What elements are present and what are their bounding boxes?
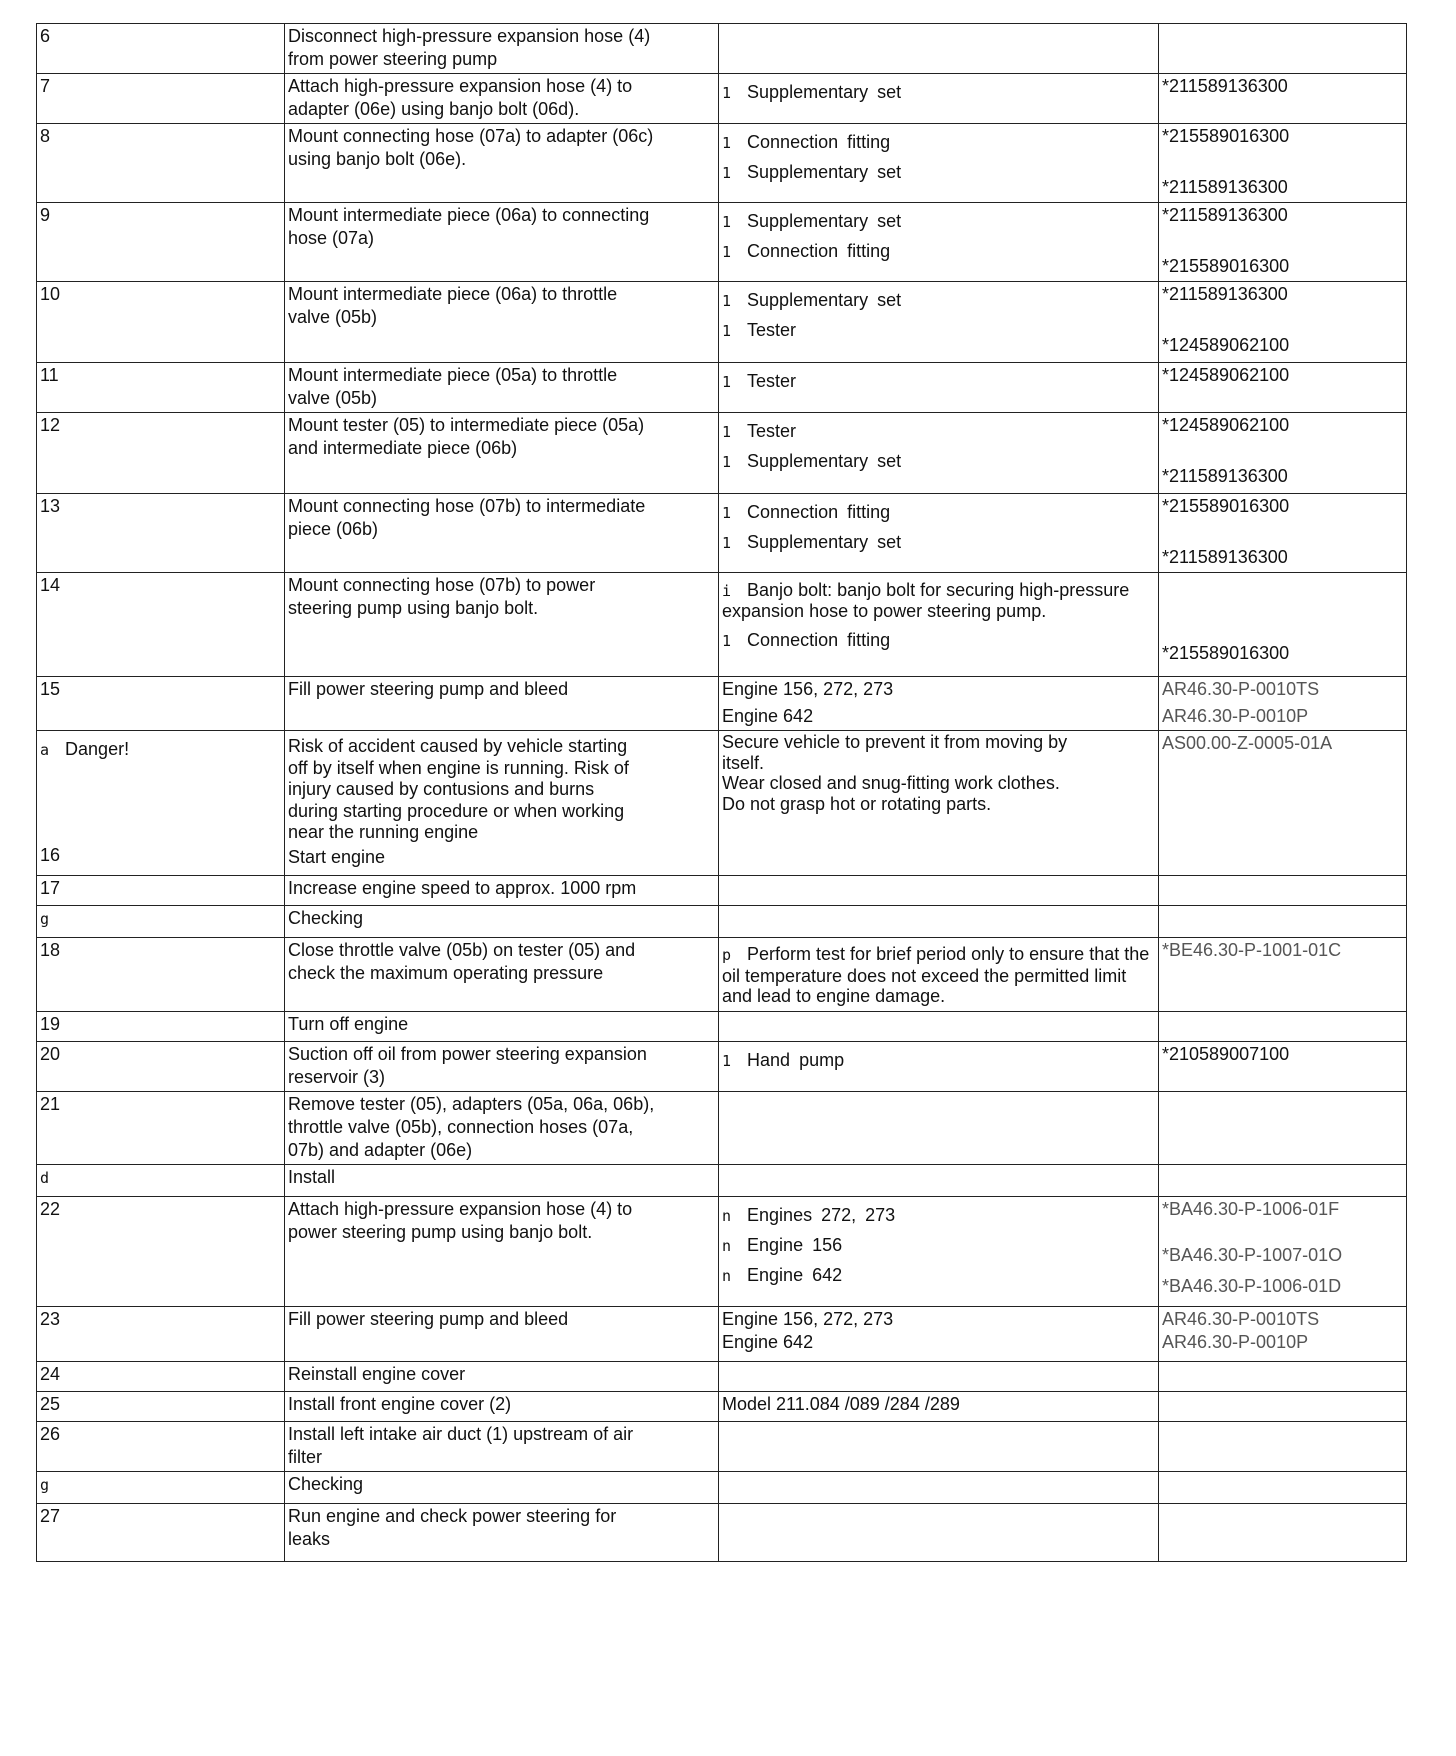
note-icon: n [722, 1237, 732, 1255]
document-link[interactable]: *215589016300 [1162, 496, 1290, 516]
note-icon: 1 [722, 84, 732, 102]
table-row [37, 731, 1407, 876]
step-number [37, 906, 285, 938]
notes-cell [719, 1504, 1159, 1562]
step-number [37, 1197, 285, 1307]
description-line: Start engine [288, 846, 386, 867]
reference-cell [1159, 1165, 1407, 1197]
step-label: 18 [40, 940, 61, 960]
engine-note [722, 1234, 1154, 1258]
notes-cell [719, 1165, 1159, 1197]
step-number [37, 203, 285, 282]
engine-label: Engines 272, 273 [747, 1205, 896, 1225]
step-number [37, 124, 285, 203]
engine-note [722, 1204, 1154, 1228]
step-description [285, 1012, 719, 1042]
table-row [37, 282, 1407, 363]
description-line: Run engine and check power steering for [288, 1506, 617, 1526]
document-link[interactable]: AR46.30-P-0010P [1162, 1332, 1309, 1352]
note-icon: 1 [722, 164, 732, 182]
description-line: during starting procedure or when working [288, 800, 625, 821]
step-description [285, 1042, 719, 1092]
step-description [285, 124, 719, 203]
note-icon: n [722, 1267, 732, 1285]
step-label: 11 [40, 365, 59, 385]
notes-cell [719, 74, 1159, 124]
document-link[interactable]: *124589062100 [1162, 415, 1290, 435]
reference-cell [1159, 677, 1407, 731]
info-note [722, 580, 1154, 621]
reference-cell [1159, 1422, 1407, 1472]
table-row [37, 938, 1407, 1012]
description-line: reservoir (3) [288, 1067, 386, 1087]
step-number [37, 24, 285, 74]
notes-cell [719, 363, 1159, 413]
description-line: Suction off oil from power steering expansion [288, 1044, 647, 1064]
reference-cell [1159, 1392, 1407, 1422]
step-number [37, 938, 285, 1012]
description-line: Mount intermediate piece (06a) to connecting [288, 205, 650, 225]
tool-note [722, 420, 1154, 444]
table-row [37, 1012, 1407, 1042]
step-description [285, 74, 719, 124]
document-link[interactable]: AR46.30-P-0010TS [1162, 1309, 1320, 1329]
tool-name: Tester [747, 421, 797, 441]
step-number [37, 1165, 285, 1197]
engine-note: Engine 156, 272, 273 [722, 679, 894, 699]
tool-note [722, 501, 1154, 525]
description-line: off by itself when engine is running. Risk of [288, 757, 629, 778]
step-label: 21 [40, 1094, 61, 1114]
notes-cell [719, 938, 1159, 1012]
step-label: 23 [40, 1309, 61, 1329]
safety-note: Do not grasp hot or rotating parts. [722, 793, 992, 814]
step-label: 22 [40, 1199, 61, 1219]
description-line: Checking [288, 908, 364, 928]
reference-cell [1159, 282, 1407, 363]
table-row [37, 573, 1407, 677]
step-label: 19 [40, 1014, 61, 1034]
step-description [285, 1392, 719, 1422]
reference-cell [1159, 203, 1407, 282]
description-line: valve (05b) [288, 388, 378, 408]
description-line: and intermediate piece (06b) [288, 438, 518, 458]
engine-label: Engine 642 [747, 1265, 843, 1285]
caution-icon: p [722, 946, 732, 964]
description-line: steering pump using banjo bolt. [288, 598, 539, 618]
step-label: 6 [40, 26, 51, 46]
engine-note: Engine 156, 272, 273 [722, 1309, 894, 1329]
step-label: 15 [40, 679, 61, 699]
description-line: Reinstall engine cover [288, 1364, 466, 1384]
document-link[interactable]: AR46.30-P-0010TS [1162, 679, 1320, 699]
description-line: piece (06b) [288, 519, 379, 539]
step-number [37, 677, 285, 731]
document-link[interactable]: *215589016300 [1162, 256, 1290, 276]
step-description [285, 24, 719, 74]
tool-name: Supplementary set [747, 451, 902, 471]
step-label: 17 [40, 878, 61, 898]
step-label: 24 [40, 1364, 61, 1384]
reference-cell [1159, 363, 1407, 413]
notes-cell [719, 1197, 1159, 1307]
description-line: Install front engine cover (2) [288, 1394, 512, 1414]
tool-note [722, 289, 1154, 313]
step-description [285, 203, 719, 282]
step-number [37, 282, 285, 363]
reference-cell [1159, 494, 1407, 573]
tool-name: Connection fitting [747, 502, 891, 522]
note-text: Banjo bolt: banjo bolt for securing high-pressure expansion hose to power steering pump. [722, 580, 1130, 621]
step-number [37, 1504, 285, 1562]
model-note: Model 211.084 /089 /284 /289 [722, 1394, 960, 1414]
notes-cell [719, 906, 1159, 938]
table-row [37, 1165, 1407, 1197]
table-row [37, 876, 1407, 906]
notes-cell [719, 1042, 1159, 1092]
document-link[interactable]: *210589007100 [1162, 1044, 1290, 1064]
notes-cell [719, 1012, 1159, 1042]
table-row [37, 124, 1407, 203]
reference-cell [1159, 1092, 1407, 1165]
step-number [37, 1422, 285, 1472]
tool-name: Hand pump [747, 1050, 845, 1070]
tool-name: Supplementary set [747, 162, 902, 182]
step-description [285, 1307, 719, 1362]
engine-label: Engine 156 [747, 1235, 843, 1255]
check-icon: g [40, 1476, 50, 1494]
step-description [285, 1092, 719, 1165]
table-row [37, 203, 1407, 282]
table-row [37, 1197, 1407, 1307]
engine-note [722, 1264, 1154, 1288]
table-row [37, 413, 1407, 494]
procedure-table [36, 23, 1407, 1562]
description-line: Fill power steering pump and bleed [288, 679, 569, 699]
description-line: Remove tester (05), adapters (05a, 06a, 06b), [288, 1094, 655, 1114]
reference-cell [1159, 1362, 1407, 1392]
step-number [37, 1012, 285, 1042]
table-row [37, 906, 1407, 938]
warning-icon: a [40, 741, 50, 759]
notes-cell [719, 876, 1159, 906]
document-link[interactable]: *BA46.30-P-1006-01D [1162, 1276, 1342, 1296]
tool-name: Tester [747, 371, 797, 391]
tool-name: Supplementary set [747, 290, 902, 310]
notes-cell [719, 413, 1159, 494]
notes-cell [719, 282, 1159, 363]
step-number [37, 363, 285, 413]
tool-note [722, 319, 1154, 343]
description-line: hose (07a) [288, 228, 375, 248]
document-link[interactable]: AR46.30-P-0010P [1162, 706, 1309, 726]
description-line: Close throttle valve (05b) on tester (05) and [288, 940, 636, 960]
step-label: 14 [40, 575, 61, 595]
check-icon: g [40, 910, 50, 928]
note-icon: n [722, 1207, 732, 1225]
description-line: Mount tester (05) to intermediate piece (05a) [288, 415, 645, 435]
document-link[interactable]: *211589136300 [1162, 177, 1288, 197]
document-link[interactable]: AS00.00-Z-0005-01A [1162, 733, 1333, 753]
step-label: 12 [40, 415, 61, 435]
tool-note [722, 629, 1154, 653]
reference-cell [1159, 1472, 1407, 1504]
table-row [37, 1392, 1407, 1422]
reference-cell [1159, 573, 1407, 677]
step-description [285, 1504, 719, 1562]
step-label: 10 [40, 284, 61, 304]
step-number [37, 1092, 285, 1165]
reference-cell [1159, 731, 1407, 876]
step-label: 13 [40, 496, 61, 516]
notes-cell [719, 1422, 1159, 1472]
step-label: 9 [40, 205, 51, 225]
step-description [285, 731, 719, 876]
table-row [37, 1362, 1407, 1392]
description-line: power steering pump using banjo bolt. [288, 1222, 593, 1242]
document-link[interactable]: *BE46.30-P-1001-01C [1162, 940, 1342, 960]
note-icon: 1 [722, 504, 732, 522]
description-line: Turn off engine [288, 1014, 409, 1034]
document-link[interactable]: *124589062100 [1162, 365, 1290, 385]
description-line: from power steering pump [288, 49, 498, 69]
description-line: filter [288, 1447, 323, 1467]
tool-name: Supplementary set [747, 532, 902, 552]
description-line: Mount intermediate piece (06a) to throttle [288, 284, 618, 304]
reference-cell [1159, 1197, 1407, 1307]
tool-note [722, 131, 1154, 155]
table-row [37, 677, 1407, 731]
document-link[interactable]: *BA46.30-P-1006-01F [1162, 1199, 1340, 1219]
tool-note [722, 210, 1154, 234]
table-row [37, 24, 1407, 74]
description-line: throttle valve (05b), connection hoses (07a, [288, 1117, 634, 1137]
description-line: Risk of accident caused by vehicle starting [288, 736, 628, 756]
description-line: injury caused by contusions and burns [288, 779, 595, 799]
note-icon: 1 [722, 453, 732, 471]
reference-cell [1159, 74, 1407, 124]
step-description [285, 938, 719, 1012]
safety-note: itself. [722, 752, 765, 773]
step-description [285, 677, 719, 731]
note-icon: 1 [722, 1052, 732, 1070]
notes-cell [719, 1392, 1159, 1422]
note-icon: 1 [722, 423, 732, 441]
step-description [285, 413, 719, 494]
notes-cell [719, 1362, 1159, 1392]
step-number [37, 1362, 285, 1392]
engine-note: Engine 642 [722, 1332, 814, 1352]
table-row [37, 363, 1407, 413]
tool-name: Supplementary set [747, 211, 902, 231]
table-row [37, 1307, 1407, 1362]
description-line: Install [288, 1167, 336, 1187]
table-row [37, 74, 1407, 124]
description-line: Mount intermediate piece (05a) to throttle [288, 365, 618, 385]
notes-cell [719, 1472, 1159, 1504]
step-number [37, 413, 285, 494]
document-link[interactable]: *211589136300 [1162, 466, 1288, 486]
note-icon: 1 [722, 373, 732, 391]
note-icon: 1 [722, 322, 732, 340]
note-icon: 1 [722, 243, 732, 261]
description-line: Increase engine speed to approx. 1000 rpm [288, 878, 637, 898]
document-link[interactable]: *215589016300 [1162, 643, 1290, 663]
tool-note [722, 240, 1154, 264]
step-label: 26 [40, 1424, 61, 1444]
notes-cell [719, 124, 1159, 203]
table-row [37, 1422, 1407, 1472]
engine-note: Engine 642 [722, 706, 814, 726]
tool-name: Connection fitting [747, 241, 891, 261]
danger-label [40, 738, 280, 762]
step-description [285, 1422, 719, 1472]
table-row [37, 494, 1407, 573]
danger-cell [37, 731, 285, 876]
description-line: Attach high-pressure expansion hose (4) to [288, 1199, 633, 1219]
safety-note: Wear closed and snug-fitting work clothes. [722, 773, 1060, 793]
description-line: 07b) and adapter (06e) [288, 1140, 473, 1160]
description-line: Mount connecting hose (07a) to adapter (06c) [288, 126, 654, 146]
step-description [285, 1165, 719, 1197]
table-row [37, 1504, 1407, 1562]
note-icon: 1 [722, 292, 732, 310]
note-icon: 1 [722, 534, 732, 552]
step-label: 27 [40, 1506, 61, 1526]
document-link[interactable]: *BA46.30-P-1007-01O [1162, 1245, 1343, 1265]
reference-cell [1159, 413, 1407, 494]
description-line: Fill power steering pump and bleed [288, 1309, 569, 1329]
step-label: 25 [40, 1394, 61, 1414]
reference-cell [1159, 1012, 1407, 1042]
note-icon: 1 [722, 632, 732, 650]
tool-note [722, 81, 1154, 105]
document-link[interactable]: *211589136300 [1162, 205, 1288, 225]
step-description [285, 363, 719, 413]
step-description [285, 573, 719, 677]
description-line: near the running engine [288, 822, 479, 842]
description-line: Attach high-pressure expansion hose (4) to [288, 76, 633, 96]
step-description [285, 1362, 719, 1392]
step-description [285, 282, 719, 363]
caution-note [722, 944, 1154, 1007]
info-icon: i [722, 582, 732, 600]
step-number [37, 1042, 285, 1092]
step-description [285, 876, 719, 906]
step-label: 7 [40, 76, 51, 96]
notes-cell [719, 494, 1159, 573]
step-label: 16 [40, 845, 61, 865]
document-link[interactable]: *211589136300 [1162, 284, 1288, 304]
description-line: Install left intake air duct (1) upstream of air [288, 1424, 634, 1444]
reference-cell [1159, 1042, 1407, 1092]
tool-note [722, 450, 1154, 474]
step-description [285, 906, 719, 938]
description-line: using banjo bolt (06e). [288, 149, 467, 169]
reference-cell [1159, 124, 1407, 203]
table-row [37, 1472, 1407, 1504]
notes-cell [719, 731, 1159, 876]
description-line: valve (05b) [288, 307, 378, 327]
tool-note [722, 370, 1154, 394]
tool-name: Connection fitting [747, 132, 891, 152]
safety-note: Secure vehicle to prevent it from moving by [722, 732, 1068, 752]
document-link[interactable]: *211589136300 [1162, 76, 1288, 96]
step-number [37, 1472, 285, 1504]
document-link[interactable]: *211589136300 [1162, 547, 1288, 567]
step-number [37, 494, 285, 573]
description-line: Disconnect high-pressure expansion hose (4) [288, 26, 651, 46]
reference-cell [1159, 938, 1407, 1012]
notes-cell [719, 1092, 1159, 1165]
notes-cell [719, 573, 1159, 677]
danger-text: Danger! [65, 739, 130, 759]
reference-cell [1159, 24, 1407, 74]
install-icon: d [40, 1169, 50, 1187]
tool-name: Supplementary set [747, 82, 902, 102]
notes-cell [719, 24, 1159, 74]
tool-note [722, 161, 1154, 185]
notes-cell [719, 203, 1159, 282]
step-label: 8 [40, 126, 51, 146]
notes-cell [719, 677, 1159, 731]
step-number [37, 1392, 285, 1422]
note-icon: 1 [722, 134, 732, 152]
description-line: leaks [288, 1529, 331, 1549]
description-line: Mount connecting hose (07b) to power [288, 575, 596, 595]
step-number [37, 74, 285, 124]
reference-cell [1159, 876, 1407, 906]
description-line: check the maximum operating pressure [288, 963, 604, 983]
note-text: Perform test for brief period only to ensure that the oil temperature does not exceed the permitted limit and lead to engine damage. [722, 944, 1150, 1006]
tool-note [722, 531, 1154, 555]
step-description [285, 1472, 719, 1504]
step-number [37, 573, 285, 677]
document-link[interactable]: *124589062100 [1162, 335, 1290, 355]
reference-cell [1159, 1504, 1407, 1562]
tool-name: Tester [747, 320, 797, 340]
description-line: Checking [288, 1474, 364, 1494]
step-number [37, 876, 285, 906]
step-description [285, 494, 719, 573]
reference-cell [1159, 906, 1407, 938]
step-description [285, 1197, 719, 1307]
description-line: Mount connecting hose (07b) to intermediate [288, 496, 646, 516]
note-icon: 1 [722, 213, 732, 231]
description-line: adapter (06e) using banjo bolt (06d). [288, 99, 580, 119]
reference-cell [1159, 1307, 1407, 1362]
table-row [37, 1042, 1407, 1092]
table-row [37, 1092, 1407, 1165]
step-label: 20 [40, 1044, 61, 1064]
tool-note [722, 1049, 1154, 1073]
notes-cell [719, 1307, 1159, 1362]
step-number [37, 1307, 285, 1362]
document-link[interactable]: *215589016300 [1162, 126, 1290, 146]
tool-name: Connection fitting [747, 630, 891, 650]
